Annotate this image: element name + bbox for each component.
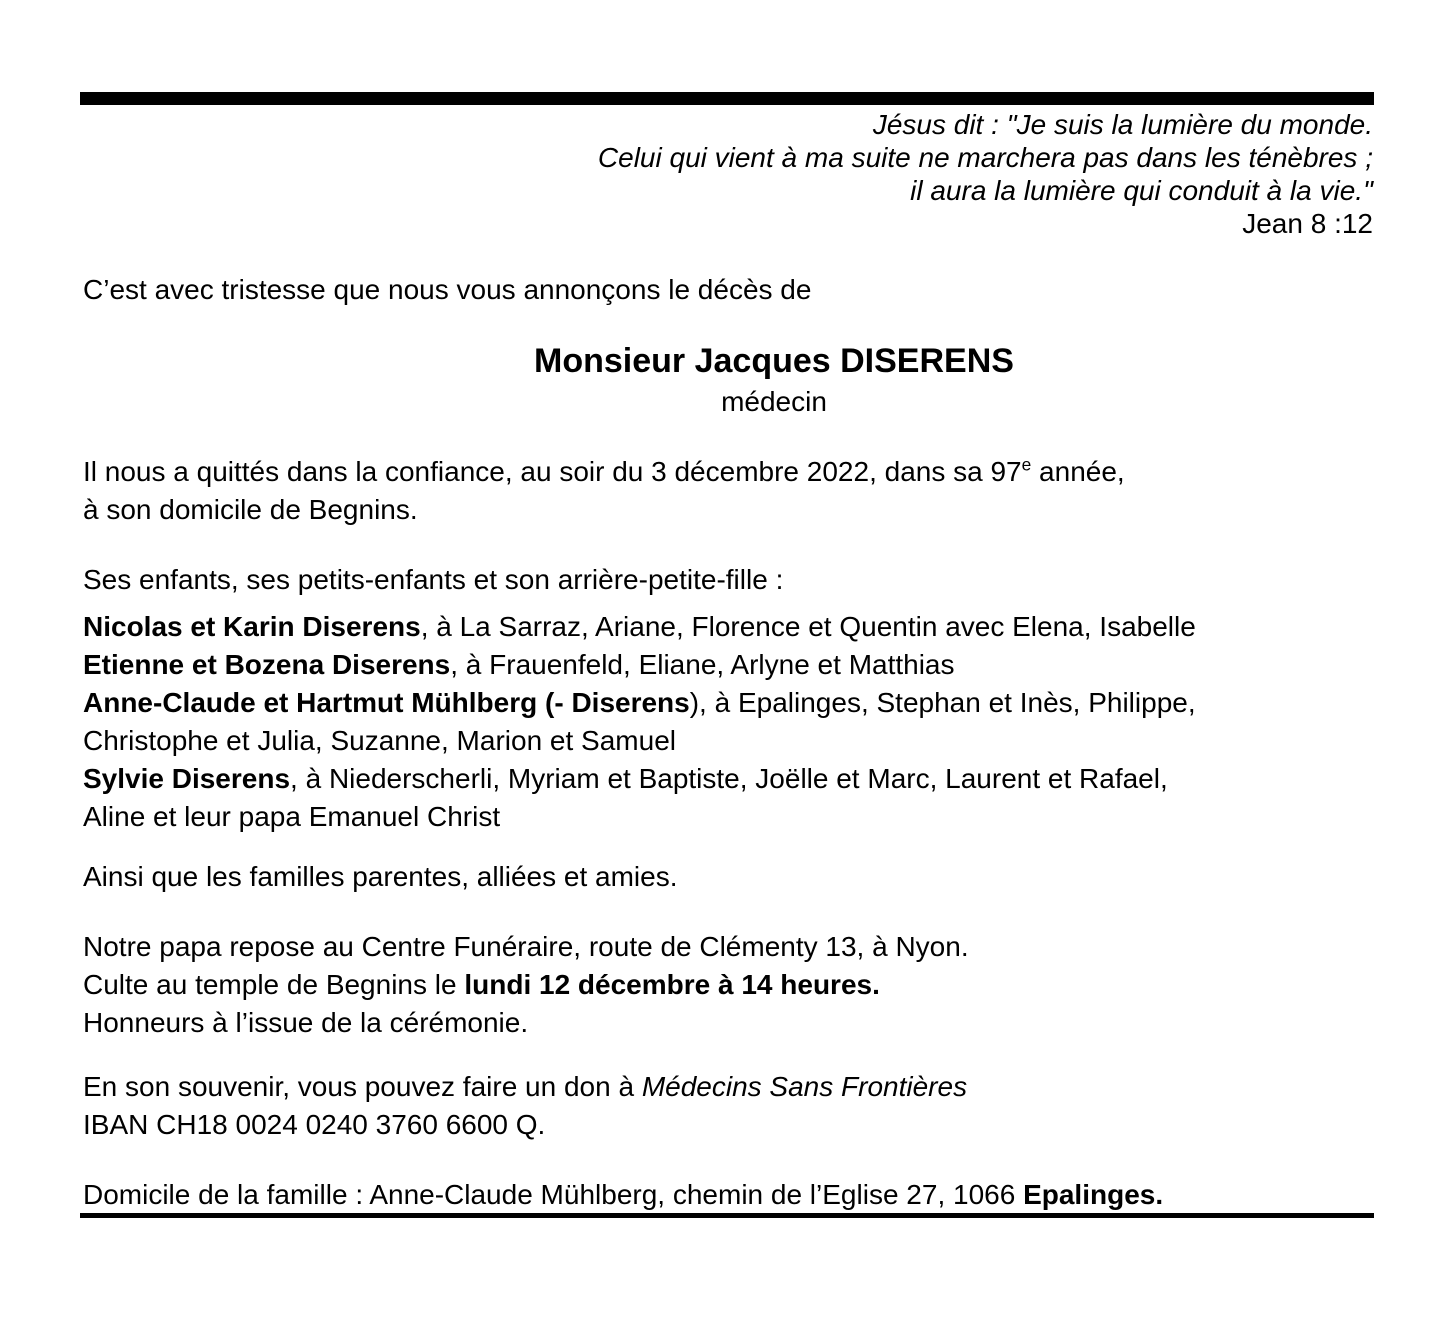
children-list: Nicolas et Karin Diserens, à La Sarraz, Ariane, Florence et Quentin avec Elena, Isabelle Etienne et Bozena Diserens, à Frauenfeld, Eliane, Arlyne et Matthias Anne-Claude et Hartmut Mühlberg (- Diserens), à Epalinges, Stephan et Inès, Philippe, Christophe et Julia, Suzanne, Marion et Samuel Sylvie Diserens, à Niederscherli, Myriam et Baptiste, Joëlle et Marc, Laurent et Rafael, Aline et leur papa Emanuel Christ (83, 611, 1196, 832)
family-address: Domicile de la famille : Anne-Claude Mühlberg, chemin de l’Eglise 27, 1066 Epalinges. (83, 1179, 1164, 1210)
announcement-intro: C’est avec tristesse que nous vous annonçons le décès de (83, 274, 812, 305)
deceased-block (80, 339, 1374, 421)
families-line: Ainsi que les familles parentes, alliées et amies. (83, 861, 678, 892)
scripture-quote (80, 108, 1374, 240)
quote-reference: Jean 8 :12 (1242, 208, 1373, 239)
donation-details: En son souvenir, vous pouvez faire un don à Médecins Sans Frontières IBAN CH18 0024 0240 3760 6600 Q. (83, 1071, 968, 1140)
page-content (80, 0, 1374, 1218)
quote-text: Jésus dit : "Je suis la lumière du monde. Celui qui vient à ma suite ne marchera pas dans les ténèbres ; il aura la lumière qui conduit à la vie." (597, 109, 1373, 206)
top-rule (80, 92, 1374, 105)
deceased-profession: médecin (721, 386, 827, 417)
deceased-name: Monsieur Jacques DISERENS (534, 342, 1014, 380)
family-intro: Ses enfants, ses petits-enfants et son arrière-petite-fille : (83, 564, 784, 595)
death-details: Il nous a quittés dans la confiance, au soir du 3 décembre 2022, dans sa 97e année, à son domicile de Begnins. (83, 454, 1125, 525)
ceremony-details: Notre papa repose au Centre Funéraire, route de Clémenty 13, à Nyon. Culte au temple de Begnins le lundi 12 décembre à 14 heures. Honneurs à l’issue de la cérémonie. (83, 931, 969, 1038)
